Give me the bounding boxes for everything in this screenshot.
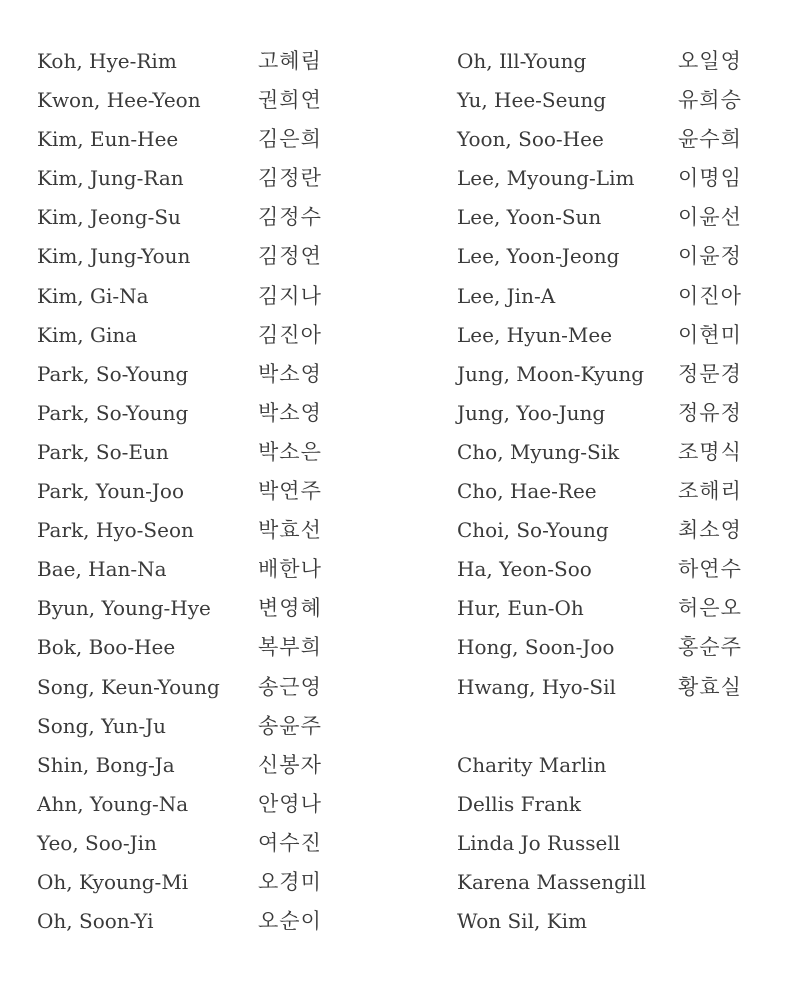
english-name: Kim, Gi-Na <box>37 283 149 308</box>
english-name: Lee, Jin-A <box>457 283 556 308</box>
korean-name: 김진아 <box>258 322 322 347</box>
korean-name: 이진아 <box>678 283 742 308</box>
korean-name: 변영혜 <box>258 596 322 621</box>
english-name: Kim, Eun-Hee <box>37 127 179 152</box>
english-name: Choi, So-Young <box>457 518 609 543</box>
korean-name: 오경미 <box>258 869 322 894</box>
english-name: Oh, Kyoung-Mi <box>37 869 189 894</box>
english-name: Kwon, Hee-Yeon <box>37 88 201 113</box>
english-name: Hur, Eun-Oh <box>457 596 584 621</box>
korean-name: 박연주 <box>258 479 322 504</box>
english-name: Kim, Gina <box>37 322 138 347</box>
korean-name: 안영나 <box>258 791 322 816</box>
korean-name: 황효실 <box>678 674 742 699</box>
english-name: Park, So-Young <box>37 400 189 425</box>
english-name: Bae, Han-Na <box>37 557 167 582</box>
english-name: Dellis Frank <box>457 791 582 816</box>
english-name: Lee, Myoung-Lim <box>457 166 635 191</box>
korean-name: 최소영 <box>678 518 742 543</box>
english-name: Song, Yun-Ju <box>37 713 167 738</box>
korean-name: 김은희 <box>258 127 322 152</box>
korean-name: 정문경 <box>678 361 742 386</box>
english-name: Byun, Young-Hye <box>37 596 211 621</box>
english-name: Park, Hyo-Seon <box>37 518 194 543</box>
english-name: Kim, Jung-Ran <box>37 166 184 191</box>
english-name: Lee, Yoon-Jeong <box>457 244 620 269</box>
english-name: Song, Keun-Young <box>37 674 220 699</box>
korean-name: 홍순주 <box>678 635 742 660</box>
korean-name: 신봉자 <box>258 752 322 777</box>
korean-name: 김정란 <box>258 166 322 191</box>
english-name: Hong, Soon-Joo <box>457 635 615 660</box>
korean-name: 권희연 <box>258 88 322 113</box>
english-name: Ha, Yeon-Soo <box>457 557 592 582</box>
english-name: Yeo, Soo-Jin <box>37 830 157 855</box>
english-name: Kim, Jung-Youn <box>37 244 191 269</box>
english-name: Yu, Hee-Seung <box>457 88 607 113</box>
korean-name: 배한나 <box>258 557 322 582</box>
korean-name: 오순이 <box>258 909 322 934</box>
korean-name: 정유정 <box>678 400 742 425</box>
english-name: Yoon, Soo-Hee <box>457 127 604 152</box>
korean-name: 김정연 <box>258 244 322 269</box>
korean-name: 송윤주 <box>258 713 322 738</box>
korean-name: 이윤선 <box>678 205 742 230</box>
english-name: Lee, Yoon-Sun <box>457 205 602 230</box>
english-name: Hwang, Hyo-Sil <box>457 674 616 699</box>
korean-name: 조명식 <box>678 439 742 464</box>
english-name: Oh, Ill-Young <box>457 49 587 73</box>
korean-name: 이명임 <box>678 166 742 191</box>
korean-name: 김지나 <box>258 283 322 308</box>
korean-name: 유희승 <box>678 88 742 113</box>
english-name: Won Sil, Kim <box>457 909 587 934</box>
english-name: Park, Youn-Joo <box>37 479 185 504</box>
english-name: Jung, Moon-Kyung <box>457 361 645 386</box>
korean-name: 여수진 <box>258 830 322 855</box>
english-name: Cho, Myung-Sik <box>457 439 620 464</box>
english-name: Cho, Hae-Ree <box>457 479 597 504</box>
korean-name: 이현미 <box>678 322 742 347</box>
korean-name: 박효선 <box>258 518 322 543</box>
english-name: Bok, Boo-Hee <box>37 635 176 660</box>
english-name: Linda Jo Russell <box>457 830 621 855</box>
korean-name: 오일영 <box>678 49 742 73</box>
english-name: Kim, Jeong-Su <box>37 205 181 230</box>
korean-name: 이윤정 <box>678 244 742 269</box>
korean-name: 조해리 <box>678 479 742 504</box>
english-name: Park, So-Young <box>37 361 189 386</box>
english-name: Park, So-Eun <box>37 439 169 464</box>
english-name: Shin, Bong-Ja <box>37 752 175 777</box>
korean-name: 송근영 <box>258 674 322 699</box>
english-name: Ahn, Young-Na <box>37 791 189 816</box>
english-name: Charity Marlin <box>457 752 607 777</box>
korean-name: 박소은 <box>258 439 322 464</box>
korean-name: 윤수희 <box>678 127 742 152</box>
korean-name: 박소영 <box>258 400 322 425</box>
english-name: Koh, Hye-Rim <box>37 49 177 73</box>
english-name: Lee, Hyun-Mee <box>457 322 613 347</box>
korean-name: 박소영 <box>258 361 322 386</box>
korean-name: 하연수 <box>678 557 742 582</box>
korean-name: 복부희 <box>258 635 322 660</box>
korean-name: 김정수 <box>258 205 322 230</box>
korean-name: 고혜림 <box>258 49 322 73</box>
english-name: Jung, Yoo-Jung <box>457 400 606 425</box>
korean-name: 허은오 <box>678 596 742 621</box>
english-name: Karena Massengill <box>457 869 647 894</box>
english-name: Oh, Soon-Yi <box>37 909 154 934</box>
